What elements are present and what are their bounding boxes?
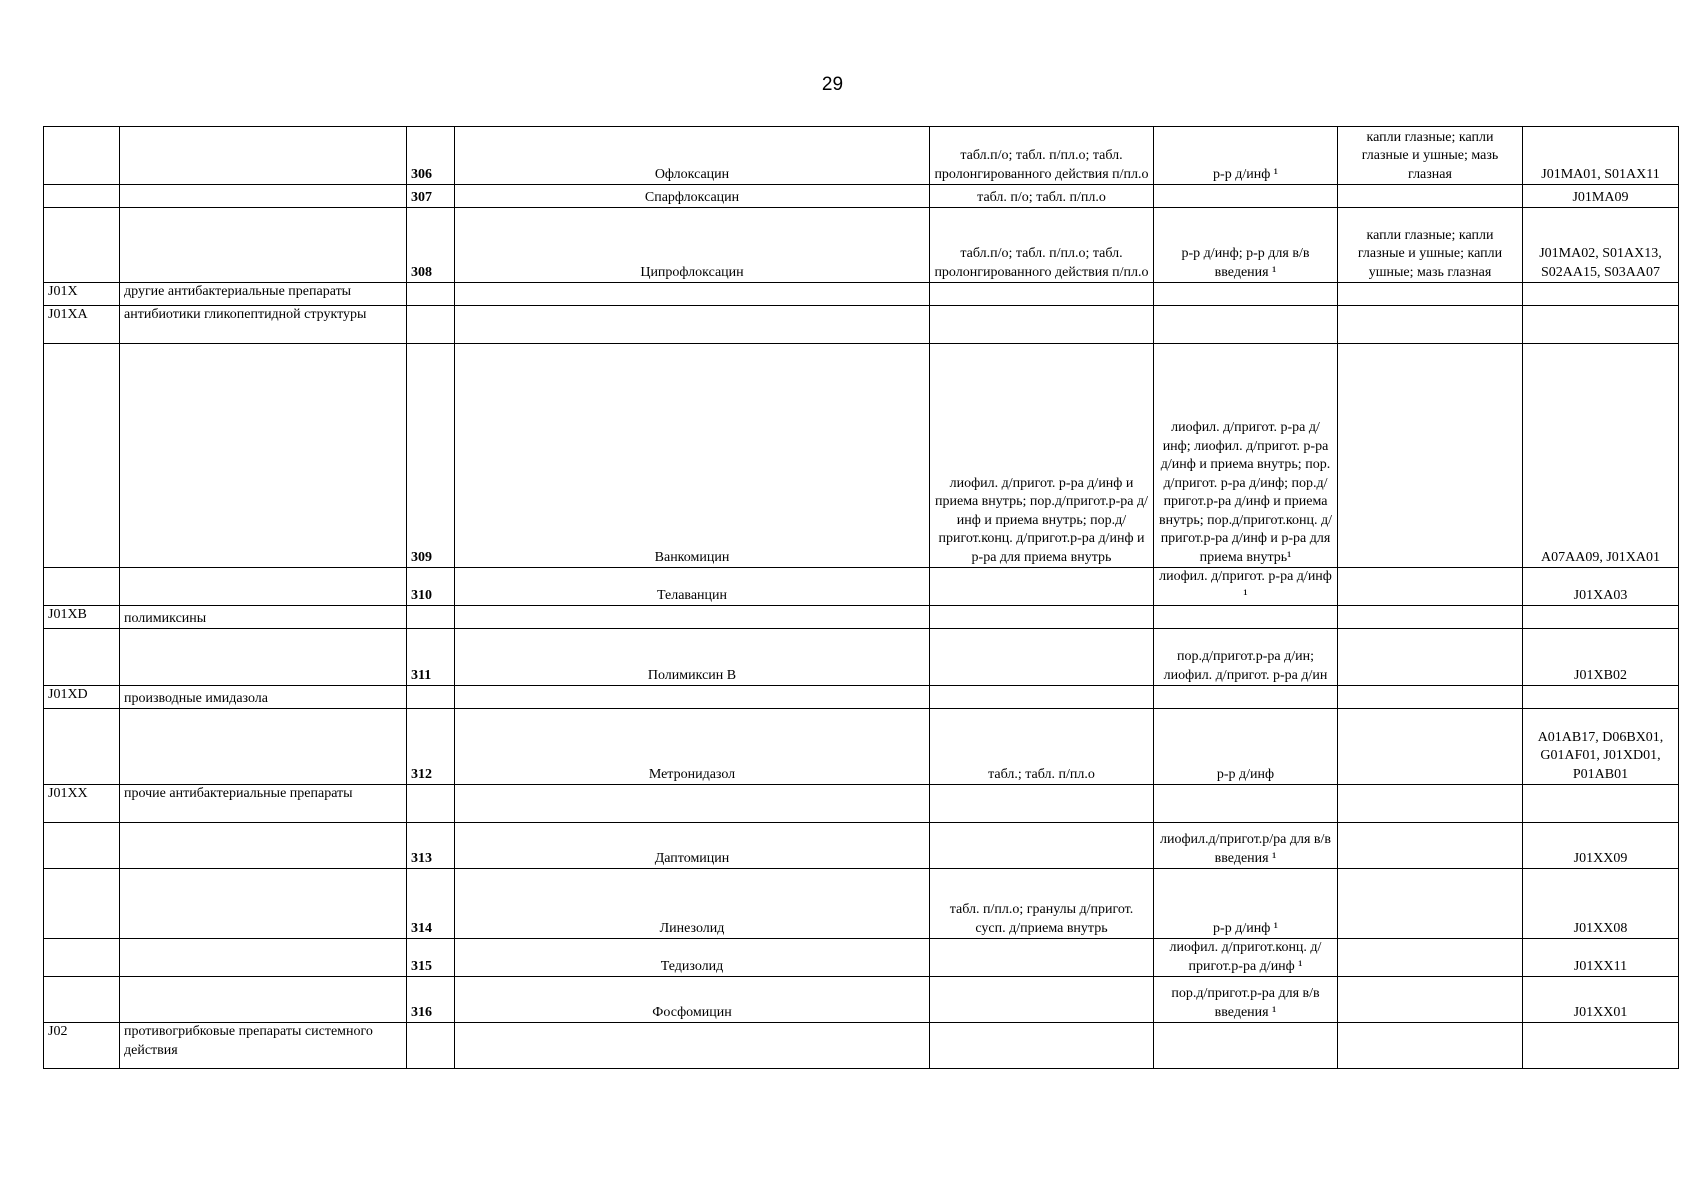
oral-forms-cell <box>930 606 1154 629</box>
injection-forms-cell: р-р д/инф ¹ <box>1154 869 1338 939</box>
row-number-cell: 315 <box>407 939 455 977</box>
drug-name-cell: Полимиксин В <box>455 629 930 686</box>
group-name-cell <box>120 823 407 869</box>
injection-forms-cell <box>1154 306 1338 344</box>
row-number-cell <box>407 785 455 823</box>
table-row <box>44 1023 1679 1069</box>
injection-forms-cell: р-р д/инф <box>1154 709 1338 785</box>
atc-codes-cell <box>1523 283 1679 306</box>
drug-name-cell: Тедизолид <box>455 939 930 977</box>
table-row <box>44 127 1679 185</box>
atc-code-cell <box>44 823 120 869</box>
eye-ear-forms-cell <box>1338 939 1523 977</box>
atc-code-cell <box>44 709 120 785</box>
atc-code-cell: J01XB <box>44 606 120 629</box>
drug-name-cell <box>455 686 930 709</box>
atc-code-cell <box>44 208 120 283</box>
row-number-cell <box>407 1023 455 1069</box>
table-row <box>44 185 1679 208</box>
group-name-cell <box>120 208 407 283</box>
drug-name-cell: Телаванцин <box>455 568 930 606</box>
oral-forms-cell <box>930 977 1154 1023</box>
injection-forms-cell <box>1154 606 1338 629</box>
injection-forms-cell: р-р д/инф; р-р для в/в введения ¹ <box>1154 208 1338 283</box>
injection-forms-cell: р-р д/инф ¹ <box>1154 127 1338 185</box>
eye-ear-forms-cell <box>1338 869 1523 939</box>
group-name-cell: прочие антибактериальные препараты <box>120 785 407 823</box>
atc-codes-cell <box>1523 785 1679 823</box>
drug-name-cell: Офлоксацин <box>455 127 930 185</box>
oral-forms-cell <box>930 939 1154 977</box>
row-number-cell: 316 <box>407 977 455 1023</box>
table-row <box>44 568 1679 606</box>
oral-forms-cell <box>930 568 1154 606</box>
group-name-cell <box>120 939 407 977</box>
atc-code-cell <box>44 629 120 686</box>
oral-forms-cell: табл. п/пл.о; гранулы д/пригот. сусп. д/приема внутрь <box>930 869 1154 939</box>
table-row <box>44 283 1679 306</box>
table-row <box>44 344 1679 568</box>
atc-code-cell <box>44 344 120 568</box>
drug-name-cell: Спарфлоксацин <box>455 185 930 208</box>
injection-forms-cell <box>1154 686 1338 709</box>
drug-name-cell <box>455 306 930 344</box>
eye-ear-forms-cell <box>1338 283 1523 306</box>
drug-table <box>43 126 1679 1069</box>
row-number-cell: 314 <box>407 869 455 939</box>
atc-codes-cell: A01AB17, D06BX01, G01AF01, J01XD01, P01AB01 <box>1523 709 1679 785</box>
group-name-cell: антибиотики гликопептидной структуры <box>120 306 407 344</box>
injection-forms-cell <box>1154 785 1338 823</box>
oral-forms-cell <box>930 823 1154 869</box>
group-name-cell <box>120 568 407 606</box>
atc-codes-cell <box>1523 306 1679 344</box>
drug-name-cell: Метронидазол <box>455 709 930 785</box>
injection-forms-cell: лиофил. д/пригот. р-ра д/инф; лиофил. д/пригот. р-ра д/инф и приема внутрь; пор. д/пригот. р-ра д/инф; пор.д/пригот.р-ра д/инф и приема внутрь; пор.д/пригот.конц. д/пригот.р-ра д/инф и р-ра для приема внутрь¹ <box>1154 344 1338 568</box>
atc-code-cell: J01XX <box>44 785 120 823</box>
drug-name-cell: Даптомицин <box>455 823 930 869</box>
group-name-cell <box>120 344 407 568</box>
eye-ear-forms-cell <box>1338 686 1523 709</box>
injection-forms-cell: пор.д/пригот.р-ра д/ин; лиофил. д/пригот. р-ра д/ин <box>1154 629 1338 686</box>
eye-ear-forms-cell <box>1338 977 1523 1023</box>
atc-codes-cell: J01MA01, S01AX11 <box>1523 127 1679 185</box>
eye-ear-forms-cell <box>1338 568 1523 606</box>
eye-ear-forms-cell <box>1338 629 1523 686</box>
eye-ear-forms-cell <box>1338 1023 1523 1069</box>
drug-name-cell <box>455 283 930 306</box>
row-number-cell <box>407 606 455 629</box>
table-row <box>44 208 1679 283</box>
eye-ear-forms-cell <box>1338 709 1523 785</box>
oral-forms-cell: табл.п/о; табл. п/пл.о; табл. пролонгированного действия п/пл.о <box>930 208 1154 283</box>
row-number-cell: 309 <box>407 344 455 568</box>
oral-forms-cell <box>930 283 1154 306</box>
group-name-cell: полимиксины <box>120 606 407 629</box>
row-number-cell <box>407 283 455 306</box>
eye-ear-forms-cell <box>1338 785 1523 823</box>
injection-forms-cell: лиофил. д/пригот.конц. д/пригот.р-ра д/инф ¹ <box>1154 939 1338 977</box>
row-number-cell: 312 <box>407 709 455 785</box>
row-number-cell: 308 <box>407 208 455 283</box>
drug-name-cell: Ванкомицин <box>455 344 930 568</box>
drug-name-cell: Ципрофлоксацин <box>455 208 930 283</box>
page-number: 29 <box>821 74 844 95</box>
table-row <box>44 869 1679 939</box>
oral-forms-cell <box>930 1023 1154 1069</box>
atc-code-cell <box>44 977 120 1023</box>
row-number-cell: 307 <box>407 185 455 208</box>
group-name-cell <box>120 709 407 785</box>
atc-code-cell: J01XA <box>44 306 120 344</box>
row-number-cell <box>407 686 455 709</box>
atc-codes-cell: J01MA09 <box>1523 185 1679 208</box>
group-name-cell <box>120 869 407 939</box>
drug-name-cell <box>455 785 930 823</box>
table-row <box>44 629 1679 686</box>
atc-codes-cell: J01XA03 <box>1523 568 1679 606</box>
eye-ear-forms-cell <box>1338 606 1523 629</box>
table-row <box>44 709 1679 785</box>
eye-ear-forms-cell <box>1338 344 1523 568</box>
atc-codes-cell: J01MA02, S01AX13, S02AA15, S03AA07 <box>1523 208 1679 283</box>
oral-forms-cell <box>930 629 1154 686</box>
group-name-cell <box>120 629 407 686</box>
table-row <box>44 606 1679 629</box>
oral-forms-cell: табл.п/о; табл. п/пл.о; табл. пролонгированного действия п/пл.о <box>930 127 1154 185</box>
table-row <box>44 977 1679 1023</box>
atc-code-cell: J01XD <box>44 686 120 709</box>
row-number-cell: 306 <box>407 127 455 185</box>
table-row <box>44 939 1679 977</box>
table-row <box>44 823 1679 869</box>
eye-ear-forms-cell: капли глазные; капли глазные и ушные; капли ушные; мазь глазная <box>1338 208 1523 283</box>
injection-forms-cell <box>1154 185 1338 208</box>
atc-code-cell: J02 <box>44 1023 120 1069</box>
group-name-cell <box>120 127 407 185</box>
oral-forms-cell: лиофил. д/пригот. р-ра д/инф и приема внутрь; пор.д/пригот.р-ра д/инф и приема внутрь; пор.д/пригот.конц. д/пригот.р-ра д/инф и р-ра для приема внутрь <box>930 344 1154 568</box>
group-name-cell: производные имидазола <box>120 686 407 709</box>
oral-forms-cell: табл. п/о; табл. п/пл.о <box>930 185 1154 208</box>
atc-codes-cell <box>1523 686 1679 709</box>
oral-forms-cell: табл.; табл. п/пл.о <box>930 709 1154 785</box>
oral-forms-cell <box>930 686 1154 709</box>
atc-codes-cell: J01XX11 <box>1523 939 1679 977</box>
group-name-cell: другие антибактериальные препараты <box>120 283 407 306</box>
row-number-cell: 311 <box>407 629 455 686</box>
eye-ear-forms-cell <box>1338 306 1523 344</box>
eye-ear-forms-cell: капли глазные; капли глазные и ушные; мазь глазная <box>1338 127 1523 185</box>
atc-codes-cell: J01XX01 <box>1523 977 1679 1023</box>
drug-name-cell <box>455 606 930 629</box>
atc-code-cell <box>44 127 120 185</box>
row-number-cell: 310 <box>407 568 455 606</box>
eye-ear-forms-cell <box>1338 823 1523 869</box>
group-name-cell <box>120 977 407 1023</box>
row-number-cell: 313 <box>407 823 455 869</box>
atc-code-cell <box>44 939 120 977</box>
atc-code-cell <box>44 869 120 939</box>
atc-codes-cell: J01XX08 <box>1523 869 1679 939</box>
injection-forms-cell <box>1154 283 1338 306</box>
atc-codes-cell: J01XB02 <box>1523 629 1679 686</box>
oral-forms-cell <box>930 785 1154 823</box>
atc-code-cell: J01X <box>44 283 120 306</box>
atc-codes-cell <box>1523 606 1679 629</box>
injection-forms-cell: пор.д/пригот.р-ра для в/в введения ¹ <box>1154 977 1338 1023</box>
eye-ear-forms-cell <box>1338 185 1523 208</box>
oral-forms-cell <box>930 306 1154 344</box>
drug-name-cell <box>455 1023 930 1069</box>
injection-forms-cell: лиофил.д/пригот.р/ра для в/в введения ¹ <box>1154 823 1338 869</box>
atc-codes-cell: A07AA09, J01XA01 <box>1523 344 1679 568</box>
group-name-cell <box>120 185 407 208</box>
table-row <box>44 785 1679 823</box>
table-row <box>44 686 1679 709</box>
table-row <box>44 306 1679 344</box>
row-number-cell <box>407 306 455 344</box>
injection-forms-cell <box>1154 1023 1338 1069</box>
atc-codes-cell <box>1523 1023 1679 1069</box>
atc-code-cell <box>44 568 120 606</box>
group-name-cell: противогрибковые препараты системного действия <box>120 1023 407 1069</box>
injection-forms-cell: лиофил. д/пригот. р-ра д/инф ¹ <box>1154 568 1338 606</box>
drug-name-cell: Линезолид <box>455 869 930 939</box>
atc-code-cell <box>44 185 120 208</box>
drug-name-cell: Фосфомицин <box>455 977 930 1023</box>
atc-codes-cell: J01XX09 <box>1523 823 1679 869</box>
